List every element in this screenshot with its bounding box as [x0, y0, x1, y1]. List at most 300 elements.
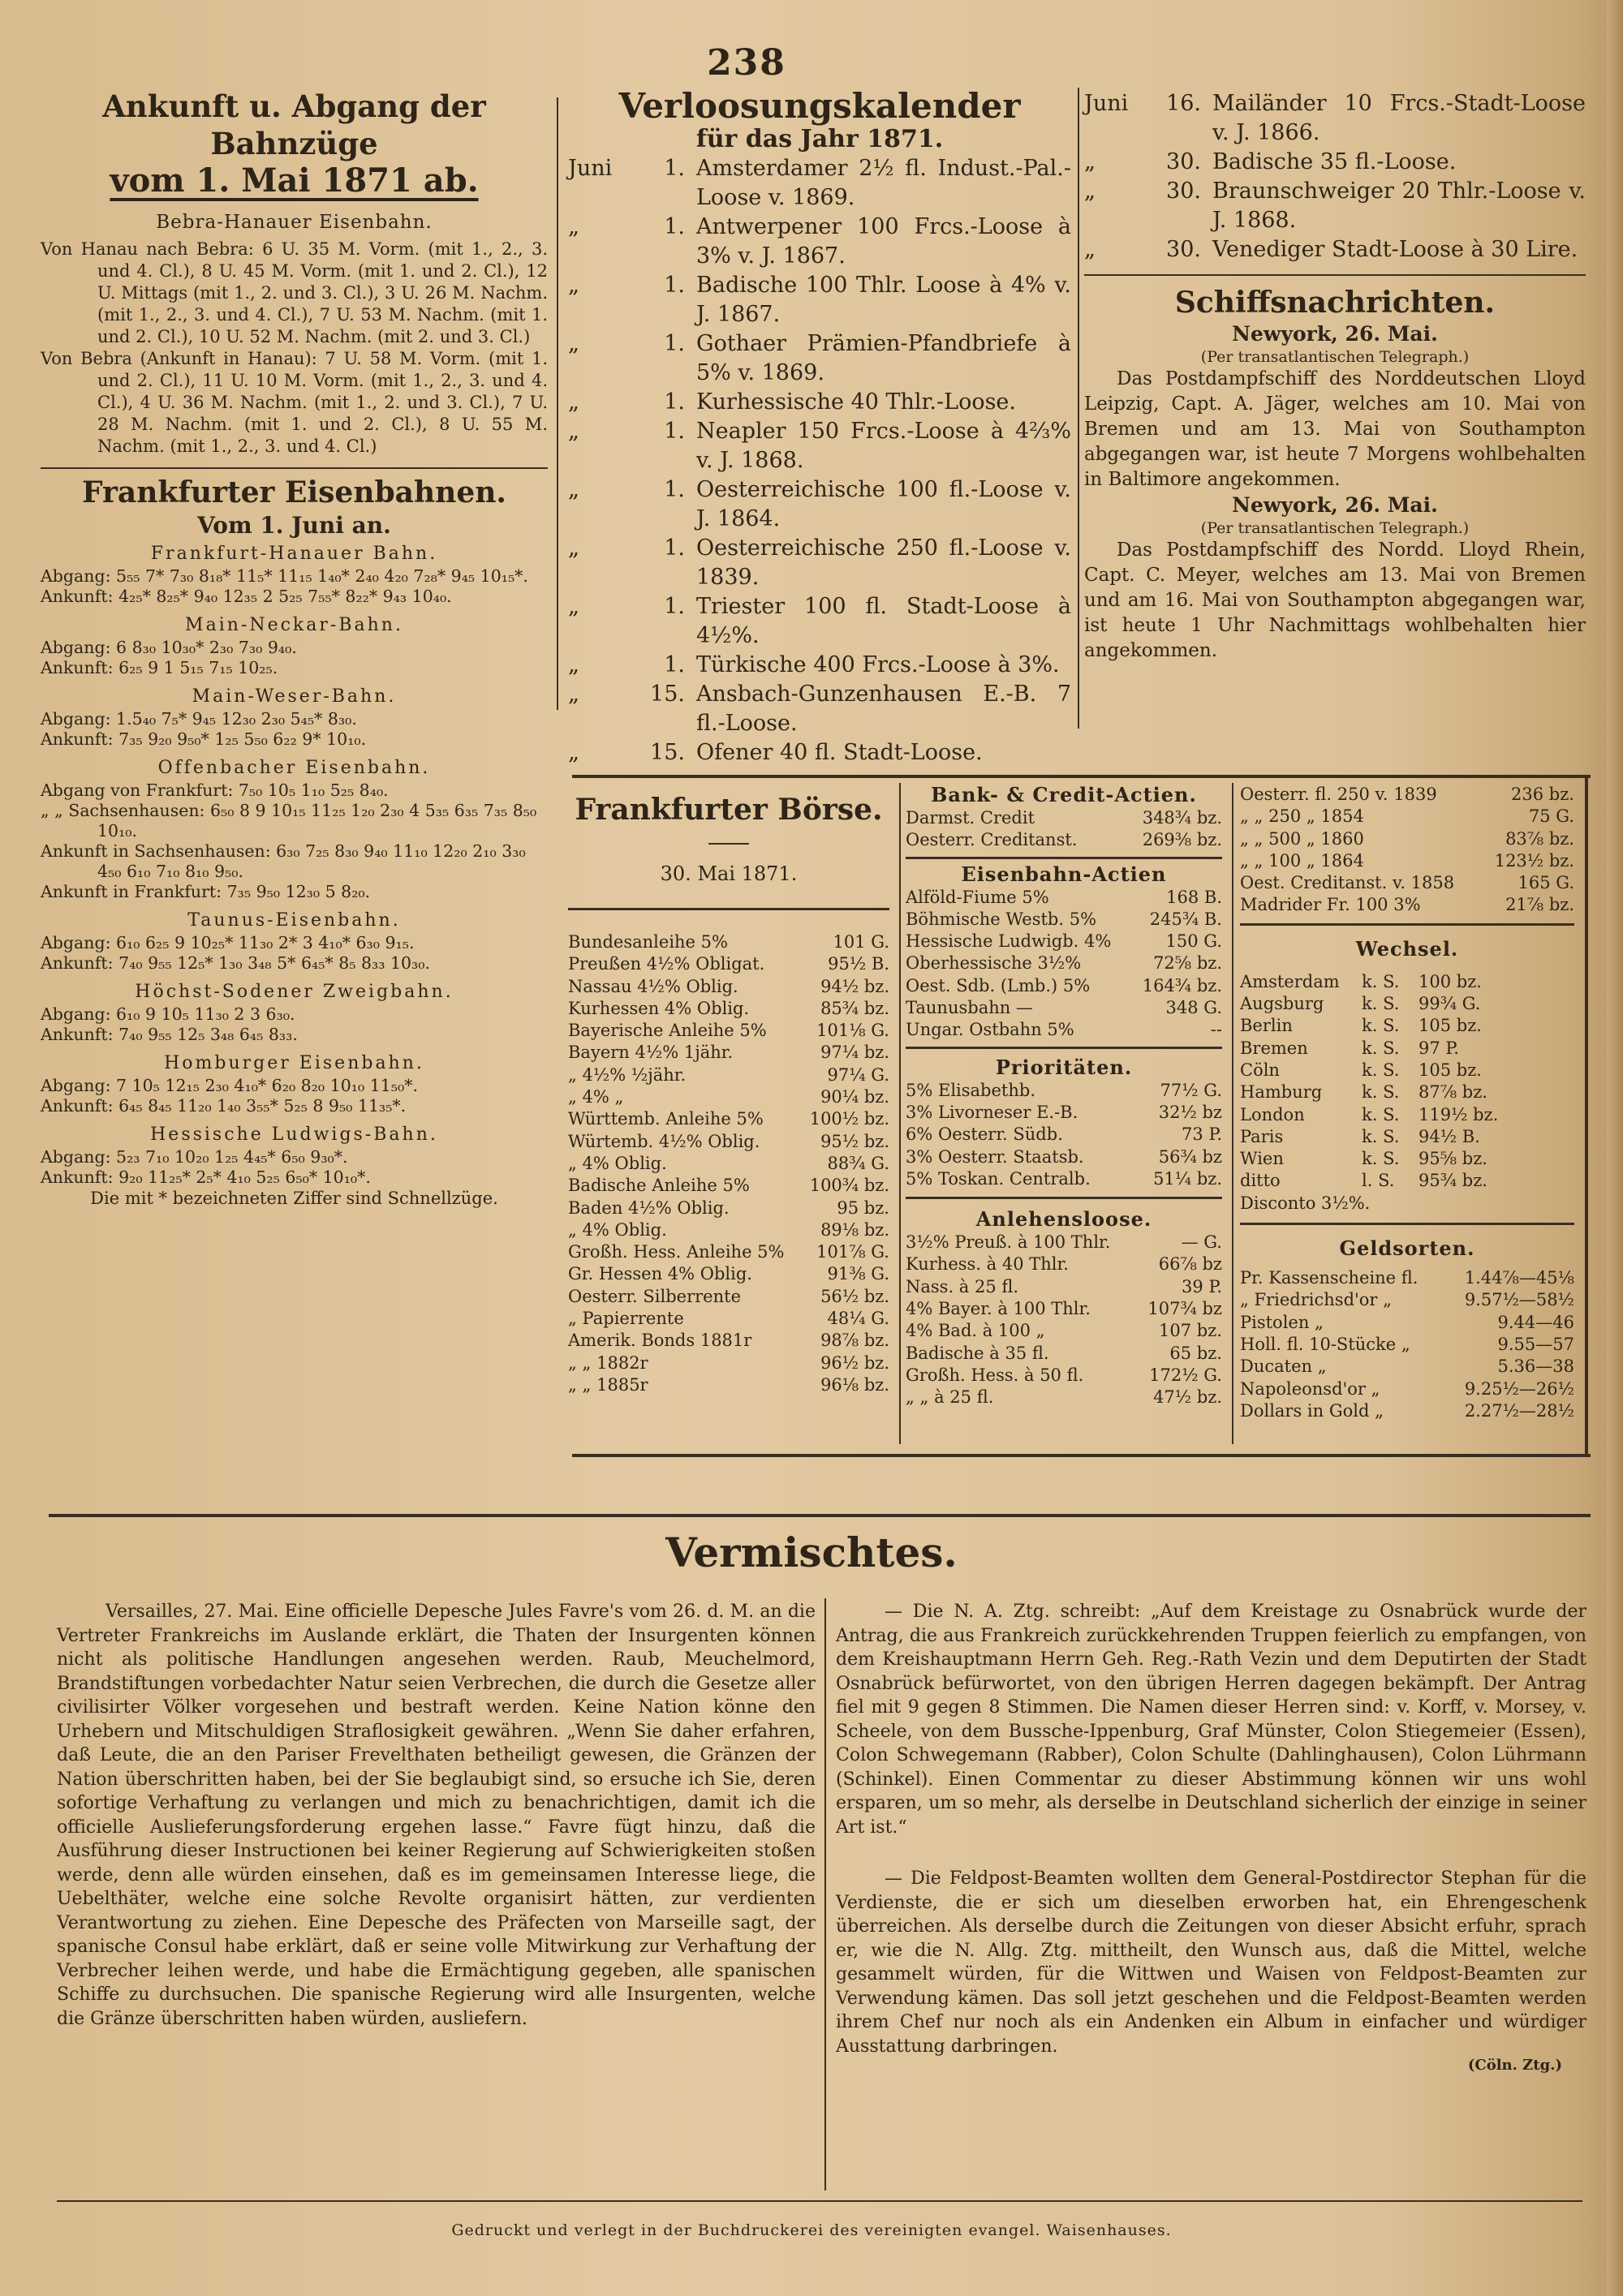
quote: 96½ bz.: [820, 1352, 889, 1373]
boerse-row: [568, 998, 889, 1020]
security-name: „ Friedrichsd'or „: [1240, 1290, 1393, 1310]
kalender-entry: [568, 592, 1071, 651]
bank-list: [906, 807, 1222, 852]
timetable-line: Ankunft in Sachsenhausen: 6₃₀ 7₂₅ 8₃₀ 9₄₀ 11₁₀ 12₂₀ 2₁₀ 3₃₀ 4₅₀ 6₁₀ 7₁₀ 8₁₀ 9₅₀.: [41, 841, 526, 881]
timetable-line: Abgang: 7 10₅ 12₁₅ 2₃₀ 4₁₀* 6₂₀ 8₂₀ 10₁₀ 11₅₀*.: [41, 1076, 418, 1095]
quote: 1.44⅞—45⅛: [1464, 1268, 1574, 1288]
security-name: 5% Toskan. Centralb.: [906, 1168, 1091, 1189]
anlehensloose-title: Anlehensloose.: [975, 1207, 1152, 1232]
quote: 97¼ bz.: [820, 1043, 889, 1063]
quote: 107¾ bz: [1147, 1299, 1222, 1319]
boerse-row: [568, 1308, 889, 1330]
quote: 100 bz.: [1419, 971, 1482, 991]
security-name: 3% Oesterr. Staatsb.: [906, 1146, 1084, 1167]
timetable-section-title: Main-Weser-Bahn.: [192, 686, 397, 707]
boerse-row: [568, 1219, 889, 1241]
bill-term: k. S.: [1362, 1038, 1400, 1058]
quote: 348 G.: [1165, 998, 1222, 1018]
kalender-day: 1.: [664, 214, 685, 239]
timetable-line: Abgang: 6₁₀ 9 10₅ 11₃₀ 2 3 6₃₀.: [41, 1004, 295, 1024]
quote: 89⅛ bz.: [820, 1219, 889, 1240]
kalender-day: 1.: [664, 594, 685, 619]
kalender-text: Gothaer Prämien-Pfandbriefe à 5% v. 1869.: [696, 331, 1071, 385]
quote: 95 bz.: [837, 1197, 889, 1218]
security-name: Darmst. Credit: [906, 808, 1035, 828]
boerse-row: [906, 1365, 1222, 1387]
prioritaeten-title: Prioritäten.: [995, 1055, 1133, 1079]
eisenbahn-actien-list: [906, 887, 1222, 1042]
kalender-month: „: [568, 594, 579, 619]
security-name: Cöln: [1240, 1060, 1280, 1080]
page-number: 238: [707, 42, 786, 84]
kalender-day: 15.: [650, 681, 685, 707]
security-name: Badische à 35 fl.: [906, 1343, 1049, 1363]
boerse-title: Frankfurter Börse.: [575, 793, 883, 827]
security-name: 3½% Preuß. à 100 Thlr.: [906, 1232, 1111, 1253]
security-name: Holl. fl. 10-Stücke „: [1240, 1334, 1410, 1354]
boerse-row: [1240, 1289, 1574, 1311]
quote: 94½ B.: [1419, 1126, 1480, 1146]
security-name: 4% Bad. à 100 „: [906, 1321, 1045, 1341]
quote: 94½ bz.: [820, 976, 889, 996]
timetable-sections: [41, 542, 548, 1188]
geldsorten-list: [1240, 1267, 1574, 1422]
page-spine-shadow: [1607, 0, 1623, 2296]
security-name: Amsterdam: [1240, 971, 1340, 991]
kalender-entry: [568, 738, 1071, 767]
boerse-row: [568, 1263, 889, 1285]
boerse-row: [906, 909, 1222, 931]
divider: [568, 908, 889, 910]
security-name: London: [1240, 1104, 1305, 1124]
kalender-text: Türkische 400 Frcs.-Loose à 3%.: [696, 652, 1060, 677]
bebra-hanau-to-bebra: Von Hanau nach Bebra: 6 U. 35 M. Vorm. (mit 1., 2., 3. und 4. Cl.), 8 U. 45 M. Vorm. (mit 1. und 2. Cl.), 12 U. Mittags (mit 1., 2. und 3. Cl.), 3 U. 26 M. Nachm. (mit 1., 2., 3. und 4. Cl.), 7 U. 53 M. Nachm. (mit 1. und 2. Cl.), 10 U. 52 M. Nachm. (mit 2. und 3. Cl.): [41, 239, 548, 346]
security-name: Paris: [1240, 1126, 1284, 1146]
boerse-row: [906, 1232, 1222, 1253]
quote: 97 P.: [1419, 1038, 1459, 1058]
bottom-rule: [57, 2200, 1582, 2202]
boerse-row: [1240, 1312, 1574, 1334]
disconto: Disconto 3½%.: [1240, 1193, 1371, 1213]
kalender-month: „: [1084, 149, 1096, 174]
security-name: „ „ 100 „ 1864: [1240, 850, 1364, 871]
security-name: Kurhess. à 40 Thlr.: [906, 1254, 1069, 1275]
boerse-row: [568, 1330, 889, 1352]
quote: 245¾ B.: [1149, 909, 1222, 929]
kalender-entry: [1084, 235, 1586, 264]
quote: 100¾ bz.: [809, 1176, 889, 1196]
quote: 90¼ bz.: [820, 1087, 889, 1107]
bill-term: k. S.: [1362, 1060, 1400, 1080]
quote: 98⅞ bz.: [820, 1331, 889, 1351]
column-rule: [1232, 783, 1233, 1444]
boerse-row: [568, 1131, 889, 1153]
security-name: „ „ 1882r: [568, 1352, 648, 1373]
kalender-text: Badische 35 fl.-Loose.: [1212, 149, 1457, 174]
timetable-line: Ankunft in Frankfurt: 7₃₅ 9₅₀ 12₃₀ 5 8₂₀.: [41, 882, 371, 901]
quote: 348¾ bz.: [1142, 808, 1222, 828]
quote: 123½ bz.: [1494, 850, 1574, 871]
wechsel-list: [1240, 971, 1574, 1193]
security-name: Pistolen „: [1240, 1312, 1324, 1332]
security-name: Bayern 4½% 1jähr.: [568, 1043, 734, 1063]
boerse-row: [906, 1253, 1222, 1275]
security-name: Madrider Fr. 100 3%: [1240, 895, 1421, 915]
timetable-section-title: Höchst-Sodener Zweigbahn.: [135, 982, 454, 1002]
boerse-row: [906, 1320, 1222, 1342]
quote: 65 bz.: [1169, 1343, 1222, 1363]
kalender-entry: [568, 680, 1071, 738]
security-name: Badische Anleihe 5%: [568, 1176, 750, 1196]
security-name: Oesterr. Silberrente: [568, 1286, 741, 1306]
security-name: 5% Elisabethb.: [906, 1080, 1036, 1100]
boerse-row: [906, 975, 1222, 997]
kalender-day: 30.: [1166, 178, 1201, 204]
boerse-row: [1240, 872, 1574, 894]
bill-term: k. S.: [1362, 971, 1400, 991]
kalender-day: 1.: [664, 419, 685, 444]
security-name: Bayerische Anleihe 5%: [568, 1021, 767, 1041]
quote: 165 G.: [1518, 873, 1574, 893]
divider: [41, 467, 548, 469]
boerse-bottom-rule: [572, 1454, 1591, 1457]
vermischtes-left: [57, 1600, 816, 2031]
article-feldpost: — Die Feldpost-Beamten wollten dem General-Postdirector Stephan für die Verdienste, die er sich um dieselben erworben hat, ein Ehrengeschenk überreichen. Als derselbe durch die Zeitungen von dieser Absicht erfuhr, sprach er, wie die N. Allg. Ztg. mittheilt, den Wunsch aus, daß die Mittel, welche gesammelt würden, für die Wittwen und Waisen von Feldpost-Beamten zur Verwendung kämen. Das soll jetzt geschehen und die Feldpost-Beamten werden ihrem Chef nur noch als ein Andenken ein Album in einfacher und würdiger Ausstattung darbringen.: [836, 1868, 1586, 2057]
kalender-entries-cont: [1084, 89, 1586, 264]
security-name: Oberhessische 3½%: [906, 953, 1082, 974]
boerse-row: [1240, 1126, 1574, 1148]
boerse-row: [568, 976, 889, 998]
prioritaeten-list: [906, 1080, 1222, 1190]
security-name: Ungar. Ostbahn 5%: [906, 1020, 1074, 1040]
quote: 56½ bz.: [820, 1286, 889, 1306]
boerse-col-2: [906, 783, 1222, 1409]
boerse-right-rule: [1585, 775, 1588, 1455]
boerse-col-3: [1240, 784, 1574, 1422]
quote: 101 G.: [833, 932, 889, 952]
quote: 168 B.: [1166, 887, 1222, 907]
boerse-row: [1240, 1170, 1574, 1192]
security-name: „ „ 1885r: [568, 1374, 648, 1395]
bill-term: k. S.: [1362, 1126, 1400, 1146]
kalender-day: 1.: [664, 273, 685, 298]
security-name: „ „ 500 „ 1860: [1240, 828, 1364, 849]
bill-term: l. S.: [1362, 1171, 1395, 1191]
quote: 39 P.: [1182, 1276, 1222, 1296]
boerse-row: [568, 931, 889, 953]
kalender-title: Verloosungskalender: [618, 86, 1021, 126]
quote: 105 bz.: [1419, 1016, 1482, 1036]
security-name: Hamburg: [1240, 1082, 1323, 1103]
article-osnabrueck: — Die N. A. Ztg. schreibt: „Auf dem Kreistage zu Osnabrück wurde der Antrag, die aus Frankreich zurückkehrenden Truppen feierlich zu empfangen, von dem Kreishauptmann Herrn Geh. Reg.-Rath Vezin und dem Deputirten der Stadt Osnabrück befürwortet, von den übrigen Herren dagegen bekämpft. Der Antrag fiel mit 9 gegen 8 Stimmen. Die Namen dieser Herren sind: v. Korff, v. Morsey, v. Scheele, von dem Bussche-Ippenburg, Graf Münster, Colon Stiegemeier (Essen), Colon Schwegemann (Rabber), Colon Schulte (Dahlinghausen), Colon Lührmann (Schinkel). Einen Commentar zu dieser Abstimmung können wir uns wohl ersparen, um so mehr, als derselbe in Deutschland sicherlich der einzige in seiner Art ist.“: [836, 1602, 1586, 1838]
boerse-row: [1240, 1038, 1574, 1060]
boerse-row: [1240, 850, 1574, 872]
kalender-day: 1.: [664, 652, 685, 677]
kalender-text: Ofener 40 fl. Stadt-Loose.: [696, 740, 983, 765]
quote: 66⅞ bz: [1158, 1254, 1222, 1275]
bebra-section-title: Bebra-Hanauer Eisenbahn.: [156, 212, 433, 233]
quote: 9.44—46: [1497, 1312, 1574, 1332]
ship-report: Das Postdampfschiff des Nordd. Lloyd Rhein, Capt. C. Meyer, welches am 13. Mai von Bremen und am 16. Mai von Southampton abgegangen war, ist heute 1 Uhr Nachmittags wohlbehalten hier angekommen.: [1084, 540, 1586, 661]
security-name: Oest. Sdb. (Lmb.) 5%: [906, 975, 1091, 995]
security-name: Ducaten „: [1240, 1357, 1327, 1377]
bill-term: k. S.: [1362, 1082, 1400, 1103]
boerse-row: [568, 1241, 889, 1263]
column-rule: [1078, 88, 1079, 729]
boerse-row: [1240, 1015, 1574, 1037]
boerse-row: [1240, 828, 1574, 850]
boerse-row: [906, 1276, 1222, 1298]
quote: 105 bz.: [1419, 1060, 1482, 1080]
security-name: Gr. Hessen 4% Oblig.: [568, 1264, 752, 1284]
divider: [906, 1047, 1222, 1049]
boerse-row: [906, 1102, 1222, 1124]
quote: 21⅞ bz.: [1505, 895, 1574, 915]
boerse-row: [568, 1374, 889, 1396]
article-source: (Cöln. Ztg.): [1467, 2057, 1562, 2074]
kalender-text: Triester 100 fl. Stadt-Loose à 4½%.: [696, 594, 1071, 648]
boerse-row: [568, 1020, 889, 1042]
column-verloosungskalender: [568, 88, 1071, 767]
security-name: „ 4½% ½jähr.: [568, 1064, 687, 1085]
boerse-row: [906, 1019, 1222, 1041]
quote: 9.55—57: [1497, 1334, 1574, 1354]
boerse-row: [906, 887, 1222, 909]
ship-dateline: Newyork, 26. Mai.: [1232, 493, 1438, 517]
timetable-line: Ankunft: 9₂₀ 11₂₅* 2₅* 4₁₀ 5₂₅ 6₅₀* 10₁₀*.: [41, 1167, 371, 1187]
quote: 73 P.: [1182, 1124, 1222, 1145]
security-name: Pr. Kassenscheine fl.: [1240, 1268, 1419, 1288]
timetable-line: Ankunft: 6₄₅ 8₄₅ 11₂₀ 1₄₀ 3₅₅* 5₂₅ 8 9₅₀ 11₃₅*.: [41, 1096, 407, 1116]
quote: 2.27½—28½: [1464, 1400, 1574, 1421]
kalender-month: „: [1084, 178, 1096, 204]
quote: 95¾ bz.: [1419, 1171, 1487, 1191]
kalender-month: Juni: [1084, 91, 1129, 116]
ship-report: Das Postdampfschiff des Norddeutschen Lloyd Leipzig, Capt. A. Jäger, welches am 10. Mai von Bremen und am 13. Mai von Southampton abgegangen war, ist heute 7 Morgens wohlbehalten in Baltimore angekommen.: [1084, 368, 1586, 490]
security-name: „ 4% „: [568, 1087, 624, 1107]
quote: 96⅛ bz.: [820, 1374, 889, 1395]
staatspapiere-list: [568, 931, 889, 1396]
quote: 72⅝ bz.: [1153, 953, 1222, 974]
security-name: „ 4% Oblig.: [568, 1153, 667, 1173]
boerse-row: [1240, 1356, 1574, 1378]
boerse-row: [568, 1153, 889, 1175]
boerse-row: [1240, 1400, 1574, 1422]
kalender-entry: [1084, 177, 1586, 235]
kalender-month: „: [568, 477, 579, 502]
kalender-text: Oesterreichische 100 fl.-Loose v. J. 1864.: [696, 477, 1071, 531]
boerse-row: [906, 807, 1222, 829]
boerse-row: [906, 1146, 1222, 1168]
boerse-col-1: [568, 791, 889, 1396]
quote: — G.: [1181, 1232, 1222, 1253]
ship-news-list: [1084, 321, 1586, 664]
security-name: 3% Livorneser E.-B.: [906, 1102, 1078, 1122]
timetable-line: Abgang von Frankfurt: 7₅₀ 10₅ 1₁₀ 5₂₅ 8₄₀.: [41, 780, 389, 800]
timetable-section-title: Homburger Eisenbahn.: [164, 1053, 424, 1073]
timetable-section-title: Offenbacher Eisenbahn.: [157, 758, 431, 778]
kalender-day: 30.: [1166, 237, 1201, 262]
boerse-row: [1240, 971, 1574, 993]
kalender-entry: [568, 417, 1071, 475]
kalender-month: „: [568, 389, 579, 415]
schiffsnachrichten-title: Schiffsnachrichten.: [1174, 286, 1496, 320]
kalender-entry: [568, 534, 1071, 592]
timetable-line: Ankunft: 6₂₅ 9 1 5₁₅ 7₁₅ 10₂₅.: [41, 658, 278, 677]
bebra-bebra-to-hanau: Von Bebra (Ankunft in Hanau): 7 U. 58 M. Vorm. (mit 1. und 2. Cl.), 11 U. 10 M. Vorm. (mit 1., 2., 3. und 4. Cl.), 4 U. 36 M. Nachm. (mit 1., 2. und 3. Cl.), 7 U. 28 M. Nachm. (mit 1. und 2. Cl.), 8 U. 55 M. Nachm. (mit 1., 2., 3. und 4. Cl.): [41, 349, 548, 456]
quote: 32½ bz: [1158, 1102, 1222, 1122]
security-name: Oest. Creditanst. v. 1858: [1240, 873, 1455, 893]
security-name: Napoleonsd'or „: [1240, 1378, 1380, 1399]
boerse-row: [906, 1168, 1222, 1190]
kalender-text: Badische 100 Thlr. Loose à 4% v. J. 1867.: [696, 273, 1071, 327]
kalender-month: „: [568, 214, 579, 239]
kalender-day: 1.: [664, 389, 685, 415]
boerse-row: [568, 1286, 889, 1308]
boerse-row: [568, 1352, 889, 1374]
security-name: Baden 4½% Oblig.: [568, 1197, 730, 1218]
security-name: Berlin: [1240, 1016, 1293, 1036]
boerse-row: [906, 1080, 1222, 1102]
wechsel-title: Wechsel.: [1355, 936, 1459, 961]
kalender-entry: [1084, 148, 1586, 177]
kalender-day: 15.: [650, 740, 685, 765]
ship-via: (Per transatlantischen Telegraph.): [1200, 519, 1470, 537]
security-name: „ Papierrente: [568, 1309, 684, 1329]
kalender-month: „: [568, 652, 579, 677]
kalender-entry: [568, 271, 1071, 329]
divider: [1084, 274, 1586, 276]
kalender-day: 1.: [664, 535, 685, 561]
quote: 101⅞ G.: [816, 1242, 889, 1262]
boerse-row: [906, 829, 1222, 851]
kalender-day: 30.: [1166, 149, 1201, 174]
security-name: ditto: [1240, 1171, 1281, 1191]
security-name: Wien: [1240, 1149, 1284, 1169]
security-name: Großh. Hess. Anleihe 5%: [568, 1242, 785, 1262]
security-name: Böhmische Westb. 5%: [906, 909, 1097, 929]
column-schiffsnachrichten: [1084, 89, 1586, 664]
security-name: Großh. Hess. à 50 fl.: [906, 1365, 1084, 1385]
timetable-line: Abgang: 6₁₀ 6₂₅ 9 10₂₅* 11₃₀ 2* 3 4₁₀* 6₃₀ 9₁₅.: [41, 933, 415, 952]
security-name: Kurhessen 4% Oblig.: [568, 998, 750, 1018]
timetable-line: Ankunft: 7₃₅ 9₂₀ 9₅₀* 1₂₅ 5₅₀ 6₂₂ 9* 10₁₀.: [41, 729, 367, 749]
boerse-row: [1240, 894, 1574, 916]
security-name: Augsburg: [1240, 994, 1324, 1014]
quote: 99¾ G.: [1419, 994, 1481, 1014]
quote: 164¾ bz.: [1142, 975, 1222, 995]
bill-term: k. S.: [1362, 1104, 1400, 1124]
quote: 101⅛ G.: [816, 1021, 889, 1041]
quote: 9.57½—58½: [1464, 1290, 1574, 1310]
quote: 236 bz.: [1511, 785, 1574, 804]
security-name: „ 4% Oblig.: [568, 1219, 667, 1240]
timetable-line: Abgang: 6 8₃₀ 10₃₀* 2₃₀ 7₃₀ 9₄₀.: [41, 638, 297, 657]
boerse-row: [568, 1064, 889, 1086]
kalender-day: 1.: [664, 331, 685, 356]
boerse-row: [568, 1197, 889, 1219]
quote: 83⅞ bz.: [1505, 828, 1574, 849]
security-name: Würtemb. 4½% Oblig.: [568, 1131, 760, 1151]
boerse-row: [906, 1298, 1222, 1320]
boerse-row: [906, 1124, 1222, 1146]
quote: 87⅞ bz.: [1419, 1082, 1487, 1103]
kalender-text: Ansbach-Gunzenhausen E.-B. 7 fl.-Loose.: [696, 681, 1071, 736]
frankfurter-eisenbahnen-subtitle: Vom 1. Juni an.: [197, 512, 391, 539]
kalender-text: Antwerpener 100 Frcs.-Loose à 3% v. J. 1867.: [696, 214, 1071, 269]
boerse-row: [906, 1387, 1222, 1408]
timetable-line: Abgang: 5₅₅ 7* 7₃₀ 8₁₈* 11₅* 11₁₅ 1₄₀* 2₄₀ 4₂₀ 7₂₈* 9₄₅ 10₁₅*.: [41, 566, 528, 586]
security-name: Hessische Ludwigb. 4%: [906, 931, 1112, 952]
security-name: Nass. à 25 fl.: [906, 1276, 1019, 1296]
quote: 95½ bz.: [820, 1131, 889, 1151]
quote: 95½ B.: [828, 954, 889, 974]
timetable-line: Ankunft: 7₄₀ 9₅₅ 12₅ 3₄₈ 6₄₅ 8₃₃.: [41, 1025, 298, 1044]
boerse-row: [568, 1042, 889, 1064]
bill-term: k. S.: [1362, 1149, 1400, 1169]
article-versailles: Versailles, 27. Mai. Eine officielle Depesche Jules Favre's vom 26. d. M. an die Vertreter Frankreichs im Auslande erklärt, die Thaten der Insurgenten können nicht als politische Handlungen angesehen werden. Raub, Meuchelmord, Brandstiftungen vorbedachter Natur seien Verbrechen, die durch die Gesetze aller civilisirter Völker vorgesehen und bestraft werden. Keine Nation könne den Urhebern und Mitschuldigen Straflosigkeit gewähren. „Wenn Sie daher erfahren, daß Leute, die an den Pariser Frevelthaten betheiligt gewesen, die Gränzen der Nation überschritten haben, bei der Sie beglaubigt sind, so ersuche ich Sie, deren sofortige Verhaftung zu verlangen und mich zu benachrichtigen, damit ich die officielle Auslieferungsforderung ergehen lasse.“ Favre fügt hinzu, daß die Ausführung dieser Instructionen bei keiner Regierung auf Schwierigkeiten stoßen werde, denn alle würden einsehen, daß es im gemeinsamen Interesse liege, die Uebelthäter, welche eine solche Revolte organisirt hätten, zur verdienten Verantwortung zu ziehen. Eine Depesche des Präfecten von Marseille sagt, der spanische Consul habe erklärt, daß er seine volle Mitwirkung zur Verhaftung der Verbrecher leihen werde, und habe die Ermächtigung gegeben, alle spanischen Schiffe zu durchsuchen. Die spanische Regierung wird alle Insurgenten, welche die Gränze überschritten haben würden, ausliefern.: [57, 1602, 816, 2029]
boerse-row: [568, 1086, 889, 1108]
kalender-text: Mailänder 10 Frcs.-Stadt-Loose v. J. 1866.: [1212, 91, 1586, 145]
divider: [708, 843, 749, 845]
bill-term: k. S.: [1362, 994, 1400, 1014]
timetable-line: Ankunft: 7₄₀ 9₅₅ 12₅* 1₃₀ 3₄₈ 5* 6₄₅* 8₅ 8₃₃ 10₃₀.: [41, 953, 430, 973]
quote: 51¼ bz.: [1153, 1168, 1222, 1189]
quote: 5.36—38: [1497, 1357, 1574, 1377]
boerse-row: [1240, 1060, 1574, 1081]
boerse-row: [568, 1108, 889, 1130]
security-name: 6% Oesterr. Südb.: [906, 1124, 1063, 1145]
kalender-month: „: [568, 419, 579, 444]
quote: 97¼ G.: [827, 1064, 889, 1085]
vermischtes-right: [836, 1600, 1586, 2074]
quote: 48¼ G.: [827, 1309, 889, 1329]
kalender-day: 16.: [1166, 91, 1201, 116]
quote: 100½ bz.: [809, 1109, 889, 1129]
security-name: Nassau 4½% Oblig.: [568, 976, 738, 996]
kalender-text: Amsterdamer 2½ fl. Indust.-Pal.-Loose v. 1869.: [696, 156, 1071, 210]
kalender-entry: [568, 329, 1071, 388]
kalender-text: Neapler 150 Frcs.-Loose à 4⅔% v. J. 1868.: [696, 419, 1071, 473]
imprint-footer: Gedruckt und verlegt in der Buchdruckerei des vereinigten evangel. Waisenhauses.: [451, 2221, 1172, 2239]
column-rule: [899, 783, 901, 1444]
boerse-row: [906, 1343, 1222, 1365]
kalender-month: „: [568, 535, 579, 561]
kalender-text: Oesterreichische 250 fl.-Loose v. 1839.: [696, 535, 1071, 590]
timetable-section-title: Frankfurt-Hanauer Bahn.: [150, 544, 438, 564]
timetable-section-title: Taunus-Eisenbahn.: [187, 910, 401, 931]
quote: 9.25½—26½: [1464, 1378, 1574, 1399]
security-name: Bundesanleihe 5%: [568, 932, 728, 952]
quote: 150 G.: [1165, 931, 1222, 952]
security-name: Bremen: [1240, 1038, 1308, 1058]
kalender-text: Venediger Stadt-Loose à 30 Lire.: [1212, 237, 1578, 262]
quote: --: [1210, 1020, 1222, 1040]
divider: [1240, 1223, 1574, 1225]
eisenbahn-actien-title: Eisenbahn-Actien: [961, 862, 1167, 886]
kalender-entry: [568, 475, 1071, 534]
kalender-subtitle: für das Jahr 1871.: [695, 125, 944, 153]
security-name: Taunusbahn —: [906, 998, 1033, 1018]
boerse-row: [1240, 784, 1574, 806]
kalender-entry: [568, 154, 1071, 213]
boerse-row: [906, 931, 1222, 952]
security-name: Oesterr. fl. 250 v. 1839: [1240, 785, 1437, 804]
security-name: „ „ à 25 fl.: [906, 1387, 994, 1408]
kalender-month: „: [568, 331, 579, 356]
vermischtes-top-rule: [49, 1514, 1591, 1517]
quote: 75 G.: [1528, 806, 1574, 827]
